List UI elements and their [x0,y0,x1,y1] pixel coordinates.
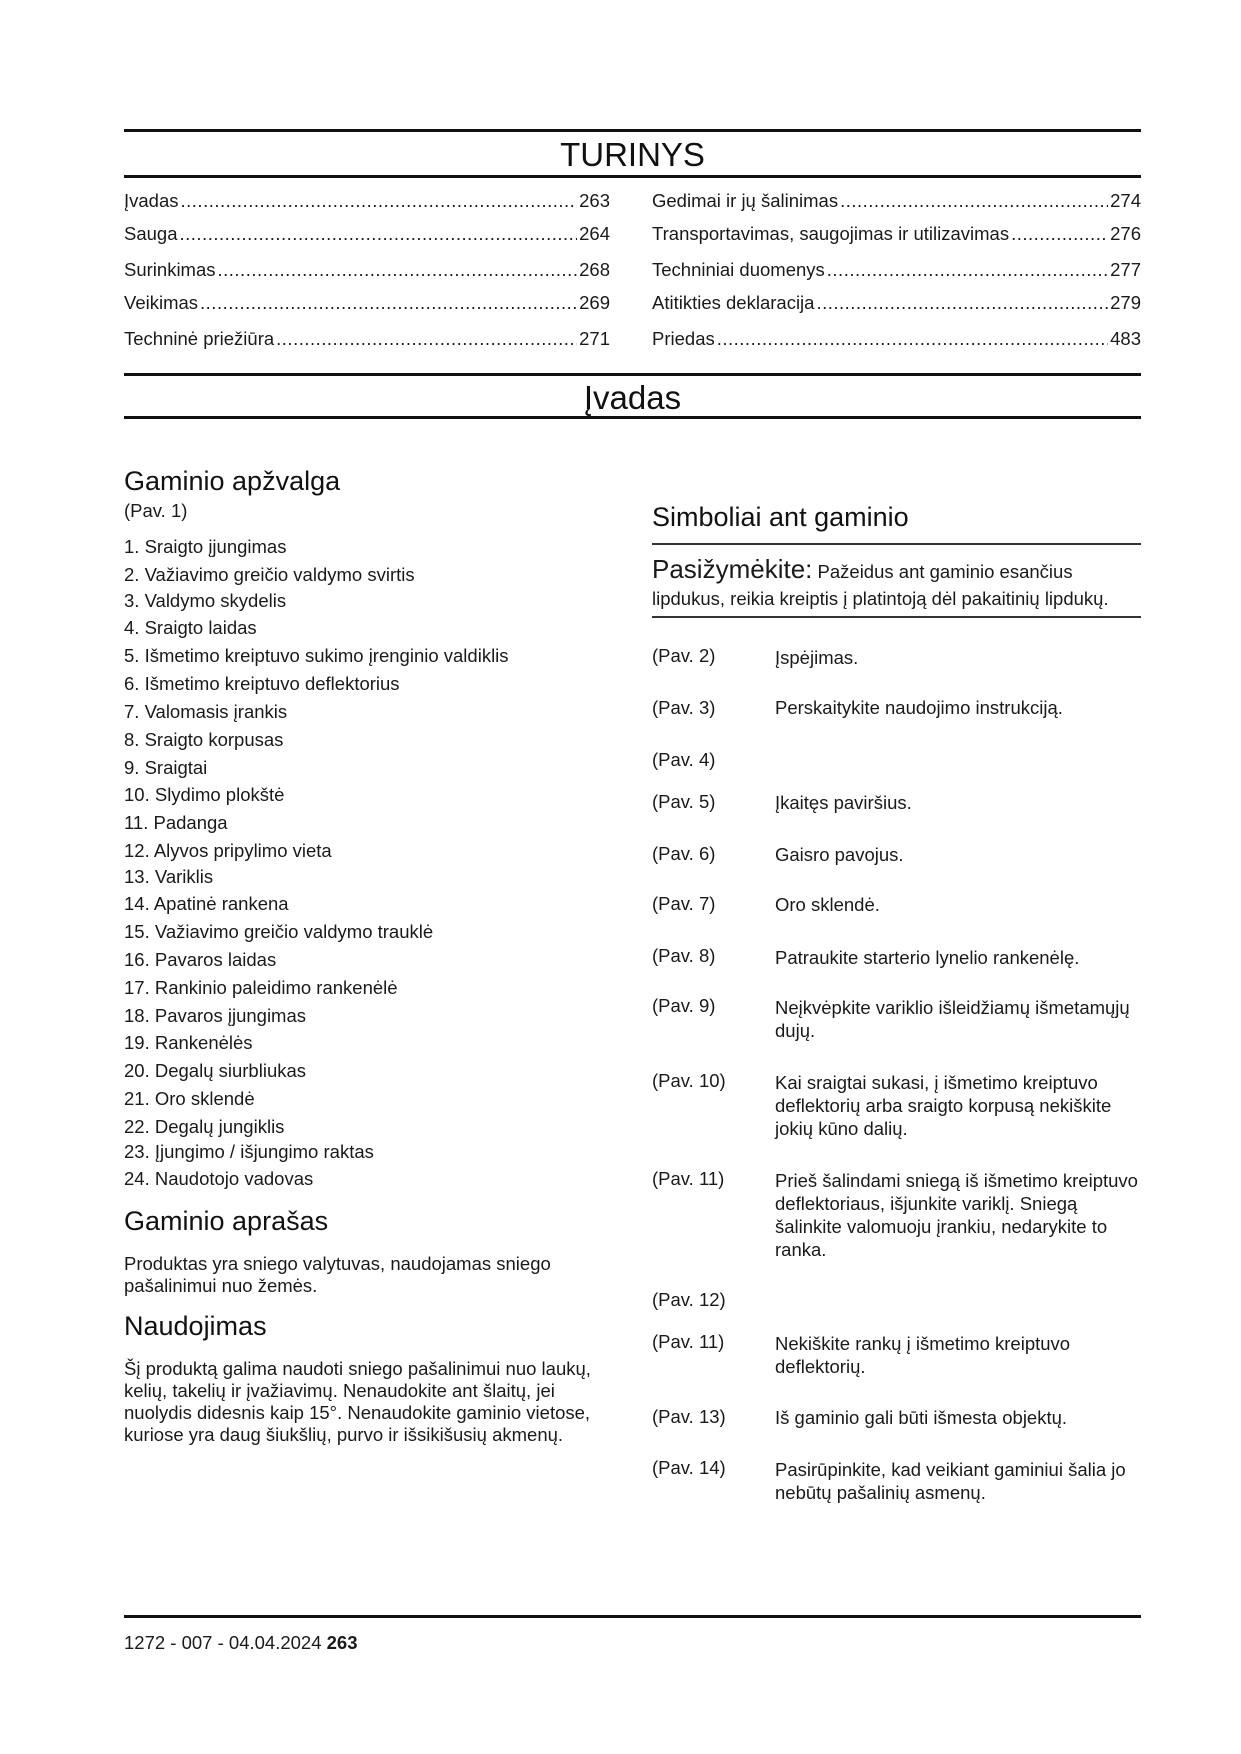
toc-entry-label: Techniniai duomenys [652,259,825,280]
symbol-figure-ref: (Pav. 2) [652,645,716,666]
symbol-figure-ref: (Pav. 4) [652,749,716,770]
toc-entry-label: Gedimai ir jų šalinimas [652,190,839,211]
toc-leader [816,292,1108,314]
symbol-figure-ref: (Pav. 7) [652,893,716,914]
symbol-figure-ref: (Pav. 11) [652,1331,725,1352]
list-item: 18. Pavaros įjungimas [124,1005,307,1026]
overview-heading: Gaminio apžvalga [124,466,341,496]
toc-entry[interactable] [124,292,610,314]
description-heading: Gaminio aprašas [124,1206,329,1236]
toc-entry-page: 271 [579,328,610,349]
toc-entry-page: 269 [579,292,610,313]
toc-leader [200,292,577,314]
toc-entry[interactable] [652,328,1141,350]
toc-leader [840,190,1108,212]
list-item: 6. Išmetimo kreiptuvo deflektorius [124,673,400,694]
symbols-heading: Simboliai ant gaminio [652,502,909,532]
symbol-description: Kai sraigtai sukasi, į išmetimo kreiptuvo deflektorių arba sraigto korpusą nekiškite jokių kūno dalių. [775,1072,1112,1139]
toc-entry[interactable] [652,190,1141,212]
toc-entry[interactable] [652,292,1141,314]
toc-entry-page: 274 [1110,190,1141,211]
toc-top-rule [124,129,1141,132]
list-item: 21. Oro sklendė [124,1088,255,1109]
symbol-description: Prieš šalindami sniegą iš išmetimo kreiptuvo deflektoriaus, išjunkite variklį. Sniegą šalinkite valomuoju įrankiu, nedarykite to ranka. [775,1170,1138,1260]
symbol-description: Neįkvėpkite variklio išleidžiamų išmetamųjų dujų. [775,997,1130,1041]
toc-entry-page: 277 [1110,259,1141,280]
toc-leader [827,259,1108,281]
toc-leader [276,328,577,350]
note-text: Pažeidus ant gaminio esančius lipdukus, reikia kreiptis į platintoją dėl pakaitinių lipdukų. [652,561,1109,609]
note-label: Pasižymėkite: [652,554,813,584]
list-item: 3. Valdymo skydelis [124,590,287,611]
footer [124,1632,358,1654]
list-item: 15. Važiavimo greičio valdymo trauklė [124,921,434,942]
symbol-description: Perskaitykite naudojimo instrukciją. [775,697,1063,718]
symbol-figure-ref: (Pav. 9) [652,995,716,1016]
symbol-figure-ref: (Pav. 14) [652,1457,726,1478]
symbol-figure-ref: (Pav. 6) [652,843,716,864]
list-item: 19. Rankenėlės [124,1032,253,1053]
footer-rule [124,1615,1141,1618]
list-item: 11. Padanga [124,812,228,833]
symbol-figure-ref: (Pav. 8) [652,945,716,966]
toc-entry-label: Veikimas [124,292,199,313]
symbol-figure-ref: (Pav. 3) [652,697,716,718]
list-item: 4. Sraigto laidas [124,617,257,638]
toc-entry[interactable] [124,259,610,281]
symbol-figure-ref: (Pav. 11) [652,1168,725,1189]
toc-entry-label: Transportavimas, saugojimas ir utilizavimas [652,223,1010,244]
section-top-rule [124,373,1141,376]
toc-entry-label: Techninė priežiūra [124,328,275,349]
toc-entry-page: 276 [1110,223,1141,244]
toc-entry[interactable] [124,223,610,245]
symbol-figure-ref: (Pav. 10) [652,1070,726,1091]
section-bottom-rule [124,416,1141,419]
symbol-description: Patraukite starterio lynelio rankenėlę. [775,947,1080,968]
symbol-figure-ref: (Pav. 12) [652,1289,726,1310]
toc-leader [218,259,578,281]
toc-entry-page: 263 [579,190,610,211]
usage-text: Šį produktą galima naudoti sniego pašalinimui nuo laukų, kelių, takelių ir įvažiavimų. Nenaudokite ant šlaitų, jei nuolydis didesnis kaip 15°. Nenaudokite gaminio vietose, kuriose yra daug šiukšlių, purvo ir išsikišusių akmenų. [124,1358,591,1445]
toc-entry-label: Atitikties deklaracija [652,292,815,313]
toc-leader [180,223,578,245]
usage-heading: Naudojimas [124,1311,267,1341]
note-top-rule [652,543,1141,545]
toc-title: TURINYS [560,136,705,173]
symbol-description: Pasirūpinkite, kad veikiant gaminiui šalia jo nebūtų pašalinių asmenų. [775,1459,1126,1503]
list-item: 13. Variklis [124,866,214,887]
list-item: 5. Išmetimo kreiptuvo sukimo įrenginio valdiklis [124,645,509,666]
note-bottom-rule [652,616,1141,618]
description-text: Produktas yra sniego valytuvas, naudojamas sniego pašalinimui nuo žemės. [124,1253,551,1296]
list-item: 16. Pavaros laidas [124,949,277,970]
list-item: 7. Valomasis įrankis [124,701,288,722]
toc-entry[interactable] [124,190,610,212]
toc-leader [717,328,1108,350]
toc-entry-label: Priedas [652,328,715,349]
toc-leader [1011,223,1108,245]
footer-page-number: 263 [326,1632,358,1653]
toc-entry[interactable] [652,223,1141,245]
toc-entry[interactable] [652,259,1141,281]
overview-figure-ref: (Pav. 1) [124,500,188,521]
list-item: 23. Įjungimo / išjungimo raktas [124,1141,374,1162]
symbol-figure-ref: (Pav. 13) [652,1406,726,1427]
list-item: 17. Rankinio paleidimo rankenėlė [124,977,398,998]
toc-bottom-rule [124,175,1141,178]
toc-entry-label: Įvadas [124,190,179,211]
symbol-description: Nekiškite rankų į išmetimo kreiptuvo deflektorių. [775,1333,1071,1377]
symbol-description: Įspėjimas. [775,647,859,668]
section-title: Įvadas [583,379,682,416]
list-item: 1. Sraigto įjungimas [124,536,287,557]
toc-entry-label: Sauga [124,223,178,244]
list-item: 10. Slydimo plokštė [124,784,285,805]
list-item: 14. Apatinė rankena [124,893,289,914]
list-item: 20. Degalų siurbliukas [124,1060,307,1081]
list-item: 8. Sraigto korpusas [124,729,284,750]
symbol-figure-ref: (Pav. 5) [652,791,716,812]
toc-entry-page: 483 [1110,328,1141,349]
note-box [652,556,1141,612]
toc-leader [181,190,578,212]
list-item: 24. Naudotojo vadovas [124,1168,314,1189]
footer-doc-code: 1272 - 007 - 04.04.2024 [124,1632,322,1653]
symbol-description: Gaisro pavojus. [775,844,904,865]
toc-entry-page: 268 [579,259,610,280]
symbol-description: Oro sklendė. [775,894,880,915]
list-item: 12. Alyvos pripylimo vieta [124,840,332,861]
toc-entry-label: Surinkimas [124,259,216,280]
symbol-description: Įkaitęs paviršius. [775,792,912,813]
toc-entry[interactable] [124,328,610,350]
toc-entry-page: 264 [579,223,610,244]
symbol-description: Iš gaminio gali būti išmesta objektų. [775,1407,1068,1428]
list-item: 9. Sraigtai [124,757,208,778]
toc-entry-page: 279 [1110,292,1141,313]
list-item: 22. Degalų jungiklis [124,1116,285,1137]
list-item: 2. Važiavimo greičio valdymo svirtis [124,564,415,585]
